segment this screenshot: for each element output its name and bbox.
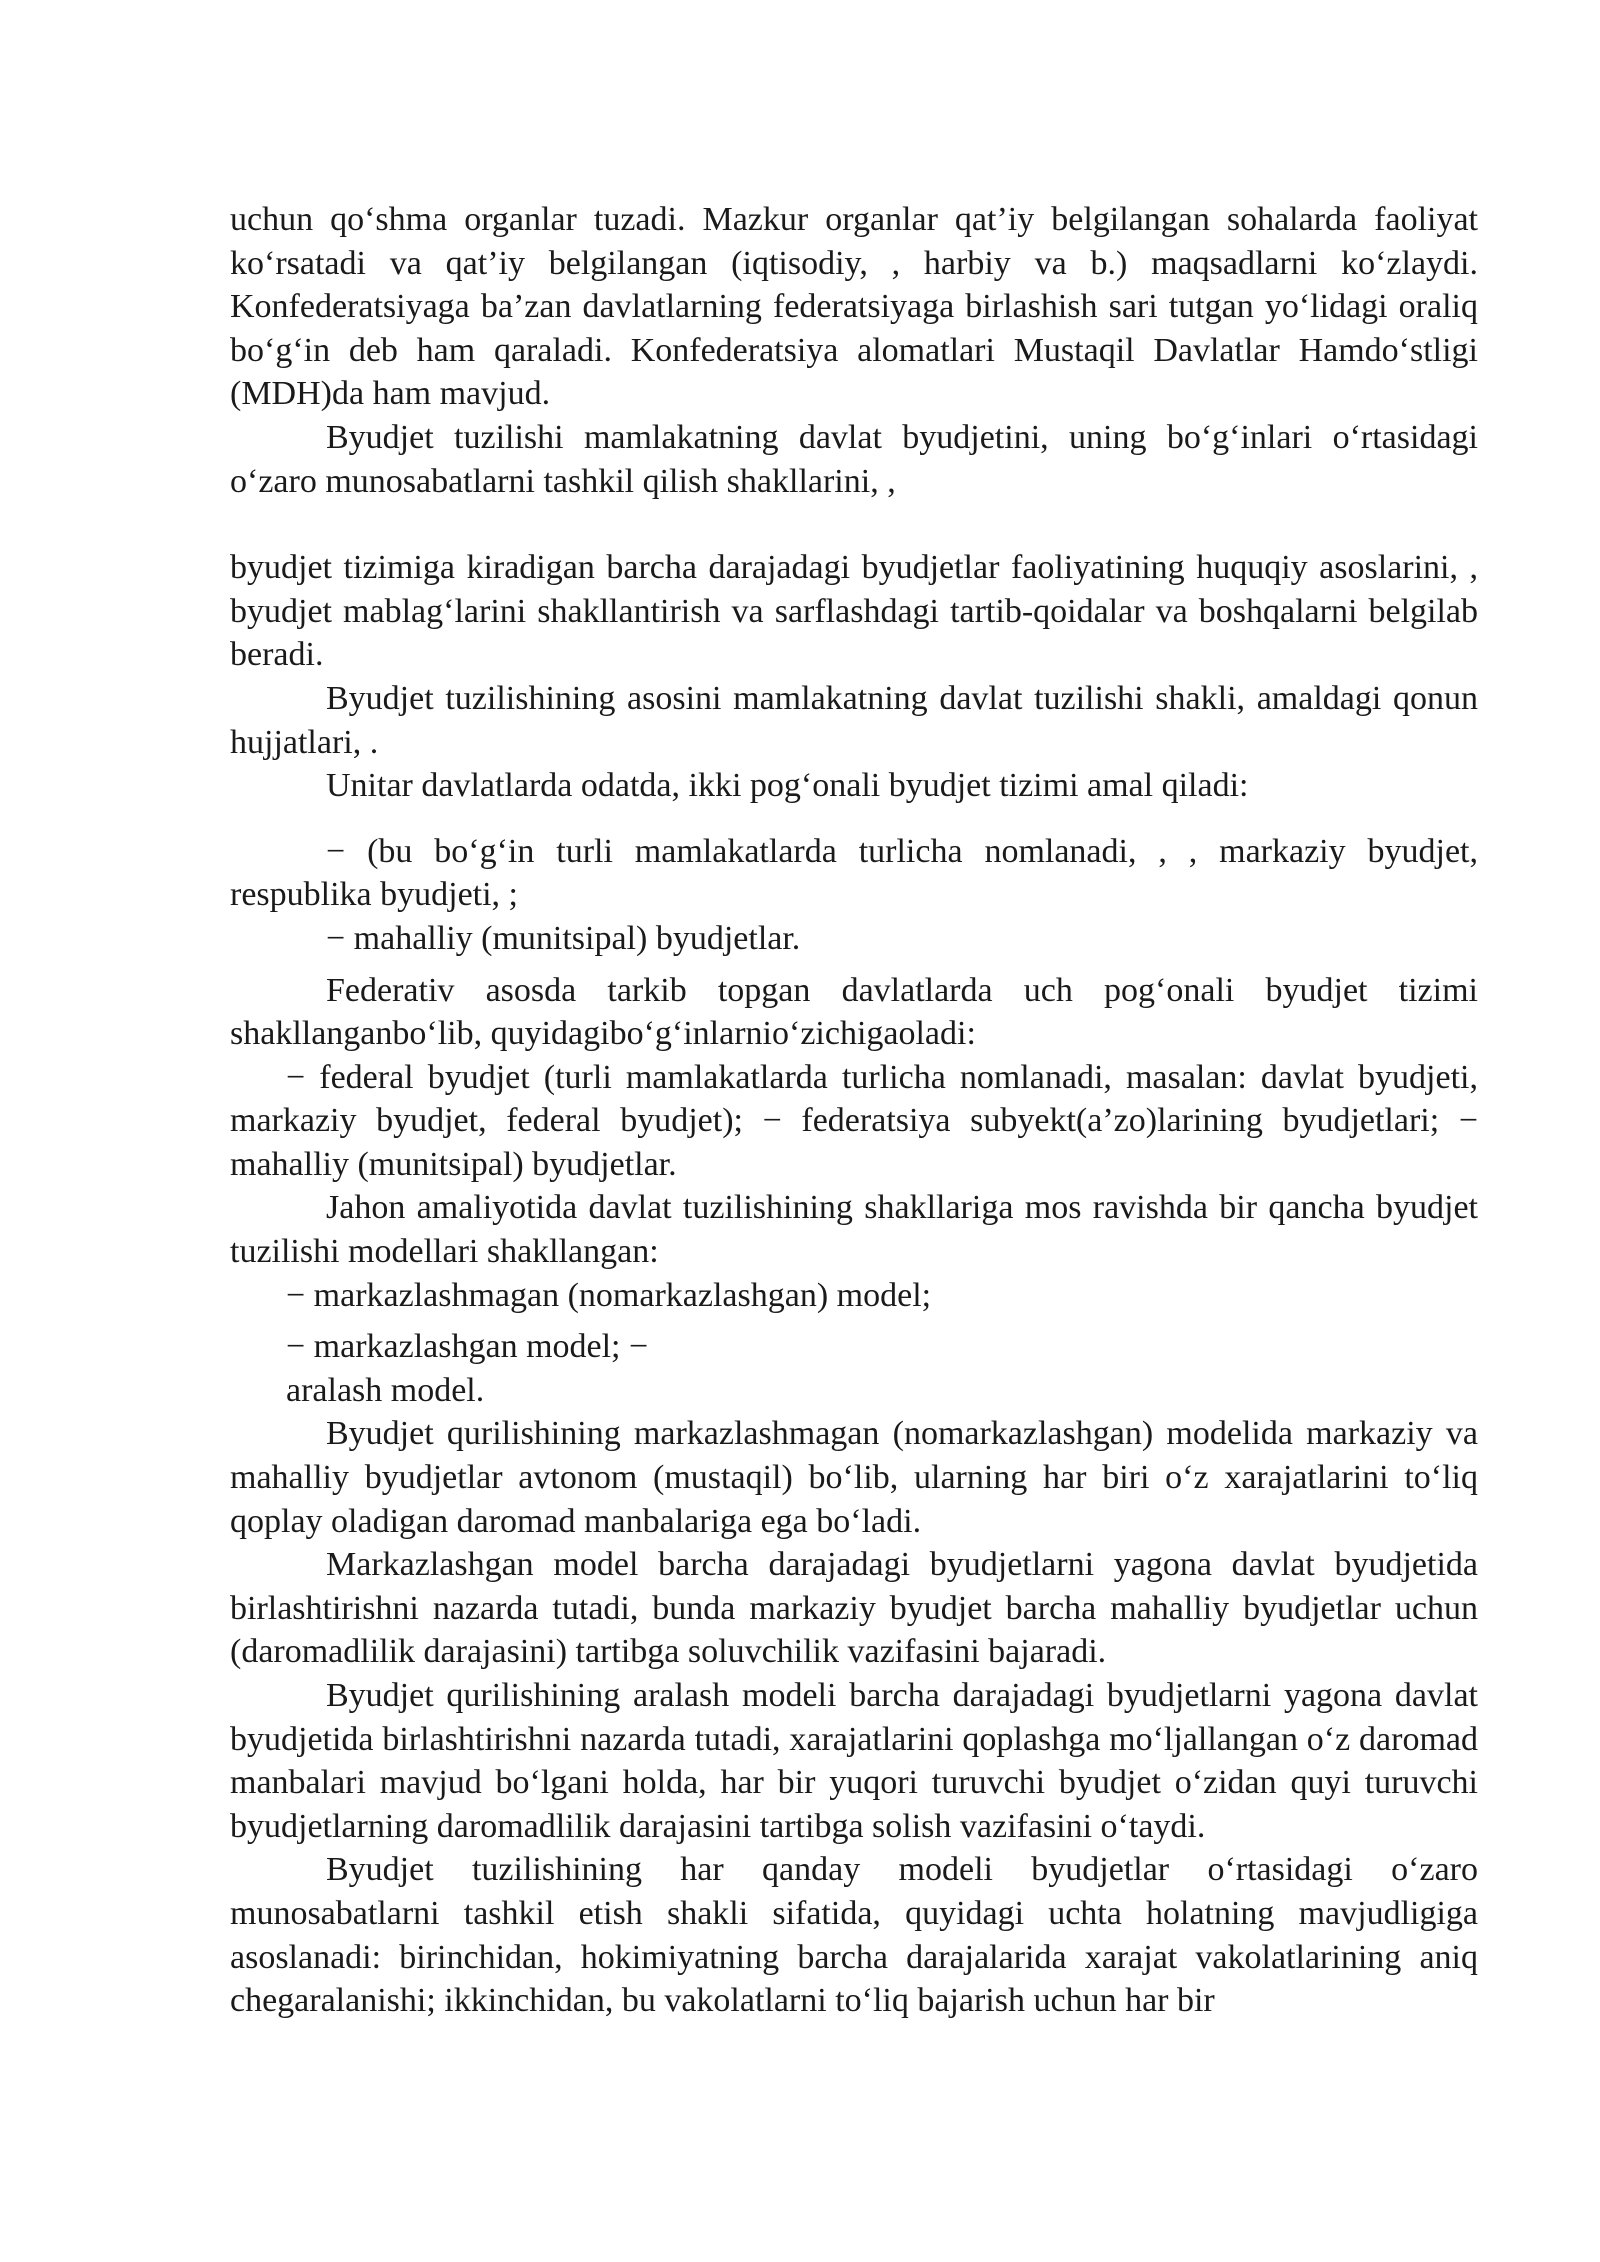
paragraph-federative-states: Federativ asosda tarkib topgan davlatlarda uch pog‘onali byudjet tizimi shakllanganbo‘lib, quyidagibo‘g‘inlarnio‘zichigaoladi: [230,971,1478,1053]
paragraph-confederation: uchun qo‘shma organlar tuzadi. Mazkur organlar qat’iy belgilangan sohalarda faoliyat ko‘rsatadi va qat’iy belgilangan (iqtisodiy, , harbiy va b.) maqsadlarni ko‘zlaydi. Konfederatsiyaga ba’zan davlatlarning federatsiyaga birlashish sari tutgan yo‘lidagi oraliq bo‘g‘in deb ham qaraladi. Konfederatsiya alomatlari Mustaqil Davlatlar Hamdo‘stligi (MDH)da ham mavjud. [230,201,1478,413]
paragraph-any-model: Byudjet tuzilishining har qanday modeli byudjetlar o‘rtasidagi o‘zaro munosabatlarni tashkil etish shakli sifatida, quyidagi uchta holatning mavjudligiga asoslanadi: birinchidan, hokimiyatning barcha darajalarida xarajat vakolatlarining aniq chegaralanishi; ikkinchidan, bu vakolatlarni to‘liq bajarish uchun har bir [230,1851,1478,2020]
list-item-local-budgets: − mahalliy (munitsipal) byudjetlar. [326,919,801,957]
list-item-decentralized-model: − markazlashmagan (nomarkazlashgan) model; [286,1276,932,1314]
paragraph-budget-structure: Byudjet tuzilishi mamlakatning davlat byudjetini, uning bo‘g‘inlari o‘rtasidagi o‘zaro munosabatlarni tashkil qilish shakllarini, , [230,418,1478,500]
paragraph-budget-system-legal: byudjet tizimiga kiradigan barcha darajadagi byudjetlar faoliyatining huquqiy asoslarini, , byudjet mablag‘larini shakllantirish va sarflashdagi tartib-qoidalar va boshqalarni belgilab beradi. [230,549,1478,674]
paragraph-unitary-states: Unitar davlatlarda odatda, ikki pog‘onali byudjet tizimi amal qiladi: [326,767,1249,805]
paragraph-world-practice: Jahon amaliyotida davlat tuzilishining shakllariga mos ravishda bir qancha byudjet tuzilishi modellari shakllangan: [230,1189,1478,1271]
paragraph-budget-basis: Byudjet tuzilishining asosini mamlakatning davlat tuzilishi shakli, amaldagi qonun hujjatlari, . [230,679,1478,761]
paragraph-mixed-model: Byudjet qurilishining aralash modeli barcha darajadagi byudjetlarni yagona davlat byudjetida birlashtirishni nazarda tutadi, xarajatlarini qoplashga mo‘ljallangan o‘z daromad manbalari mavjud bo‘lgani holda, har bir yuqori turuvchi byudjet o‘zidan quyi turuvchi byudjetlarning daromadlilik darajasini tartibga solish vazifasini o‘taydi. [230,1677,1478,1845]
list-item-federal-budget: − federal byudjet (turli mamlakatlarda turlicha nomlanadi, masalan: davlat byudjeti, markaziy byudjet, federal byudjet); − federatsiya subyekt(a’zo)larining byudjetlari; − mahalliy (munitsipal) byudjetlar. [230,1058,1478,1183]
list-item-centralized-model: − markazlashgan model; − [286,1328,649,1366]
list-item-mixed-model: aralash model. [286,1371,485,1409]
paragraph-decentralized-model: Byudjet qurilishining markazlashmagan (nomarkazlashgan) modelida markaziy va mahalliy byudjetlar avtonom (mustaqil) bo‘lib, ularning har biri o‘z xarajatlarini to‘liq qoplay oladigan daromad manbalariga ega bo‘ladi. [230,1415,1478,1540]
document-body [230,198,1478,2023]
paragraph-centralized-model: Markazlashgan model barcha darajadagi byudjetlarni yagona davlat byudjetida birlashtirishni nazarda tutadi, bunda markaziy byudjet barcha mahalliy byudjetlar uchun (daromadlilik darajasini) tartibga soluvchilik vazifasini bajaradi. [230,1546,1478,1671]
list-item-central-budget: − (bu bo‘g‘in turli mamlakatlarda turlicha nomlanadi, , , markaziy byudjet, respublika byudjeti, ; [230,832,1478,914]
